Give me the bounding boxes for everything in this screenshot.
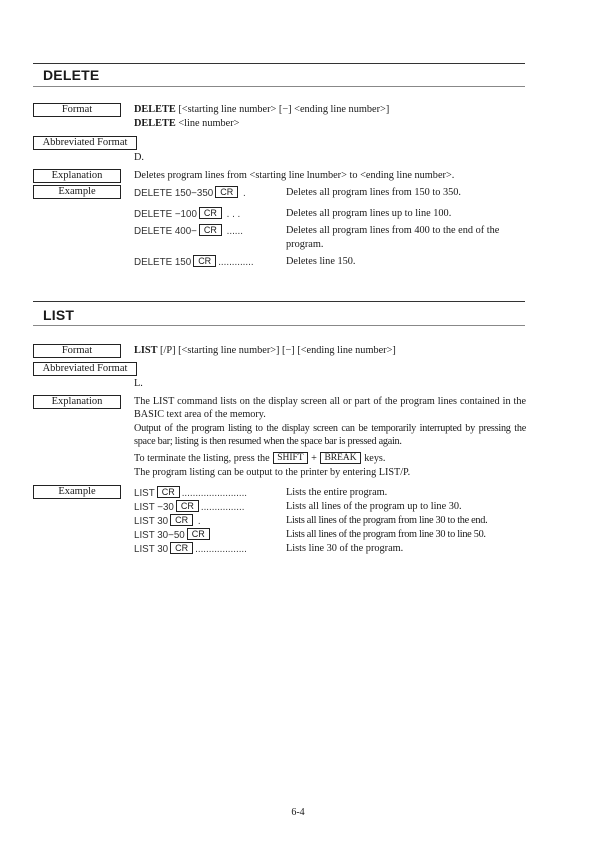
list-example-label: Example [33, 485, 121, 499]
cr-key: CR [187, 528, 210, 540]
example-desc: Lists the entire program. [286, 487, 388, 498]
cr-key: CR [170, 514, 193, 526]
list-title: LIST [43, 307, 75, 323]
cr-key: CR [199, 224, 222, 236]
delete-example-row [134, 186, 534, 201]
delete-format-line1 [134, 103, 389, 117]
delete-abbrev-label: Abbreviated Format [33, 136, 137, 150]
delete-format-line2 [134, 117, 239, 131]
example-desc: Deletes all program lines from 150 to 350. [286, 187, 462, 198]
list-example-row [134, 514, 534, 529]
delete-bottom-rule [33, 86, 525, 87]
list-format-cmd: LIST [134, 345, 158, 356]
delete-example-row [134, 207, 534, 222]
list-explanation-p3 [134, 452, 526, 465]
list-example-row [134, 486, 534, 501]
break-key: BREAK [320, 452, 360, 464]
delete-example-row [134, 224, 534, 250]
delete-format-rest2: <line number> [175, 118, 240, 129]
example-cmd: LIST 30 [134, 544, 169, 555]
list-example-row [134, 528, 534, 543]
example-desc: Lists all lines of the program from line 30 to the end. [286, 515, 488, 526]
list-abbrev: L. [134, 378, 143, 389]
delete-explanation: Deletes program lines from <starting line lnumber> to <ending line number>. [134, 170, 455, 181]
example-cmd: DELETE 150−350 [134, 188, 214, 199]
cr-key: CR [170, 542, 193, 554]
delete-explanation-label: Explanation [33, 169, 121, 183]
example-leader: ...... [223, 226, 243, 237]
cr-key: CR [193, 255, 216, 267]
example-cmd: DELETE 400− [134, 226, 197, 237]
cr-key: CR [157, 486, 180, 498]
example-leader: . . . [223, 209, 241, 220]
example-leader: ................ [200, 502, 245, 513]
example-desc: Lists all lines of the program from line 30 to line 50. [286, 529, 486, 540]
example-cmd: LIST [134, 488, 155, 499]
list-example-row [134, 542, 534, 557]
delete-format-cmd1: DELETE [134, 104, 176, 115]
example-leader: ........................ [181, 488, 248, 499]
list-explanation-p3-post: keys. [361, 453, 386, 464]
list-explanation-p2: Output of the program listing to the display screen can be temporarily interrupted by pressing the space bar; listing is then resumed when the space bar is pressed again. [134, 423, 526, 448]
delete-format-cmd2: DELETE [134, 118, 176, 129]
list-explanation-p4: The program listing can be output to the printer by entering LIST/P. [134, 467, 411, 478]
list-explanation-label: Explanation [33, 395, 121, 409]
delete-title: DELETE [43, 67, 100, 83]
list-top-rule [33, 301, 525, 302]
delete-example-row [134, 255, 534, 270]
example-leader: ................... [195, 544, 247, 555]
list-example-row [134, 500, 534, 515]
list-explanation-p3-pre: To terminate the listing, press the [134, 453, 270, 464]
list-format-line [134, 344, 396, 358]
example-desc: Deletes all program lines up to line 100. [286, 208, 452, 219]
cr-key: CR [215, 186, 238, 198]
example-cmd: DELETE −100 [134, 209, 197, 220]
example-desc: Lists line 30 of the program. [286, 543, 404, 554]
delete-format-rest1: [<starting line number> [−] <ending line number>] [175, 104, 390, 115]
list-explanation-p1: The LIST command lists on the display screen all or part of the program lines contained in the BASIC text area of the memory. [134, 396, 526, 421]
delete-example-label: Example [33, 185, 121, 199]
list-bottom-rule [33, 325, 525, 326]
shift-key: SHIFT [273, 452, 307, 464]
example-cmd: DELETE 150 [134, 257, 192, 268]
example-cmd: LIST 30 [134, 516, 169, 527]
example-leader: . [195, 516, 201, 527]
example-desc: Deletes all program lines from 400 to the end of the program. [286, 225, 500, 250]
example-cmd: LIST 30−50 [134, 530, 185, 541]
example-desc: Lists all lines of the program up to line 30. [286, 501, 462, 512]
example-leader: . [240, 188, 246, 199]
delete-top-rule [33, 63, 525, 64]
page-number: 6-4 [291, 807, 305, 818]
example-desc: Deletes line 150. [286, 256, 356, 267]
list-format-rest: [/P] [<starting line number>] [−] [<ending line number>] [157, 345, 396, 356]
example-cmd: LIST −30 [134, 502, 174, 513]
delete-abbrev: D. [134, 152, 145, 163]
delete-format-label: Format [33, 103, 121, 117]
list-format-label: Format [33, 344, 121, 358]
plus-sign: + [308, 453, 320, 464]
cr-key: CR [199, 207, 222, 219]
list-abbrev-label: Abbreviated Format [33, 362, 137, 376]
example-leader: ............. [218, 257, 254, 268]
cr-key: CR [176, 500, 199, 512]
